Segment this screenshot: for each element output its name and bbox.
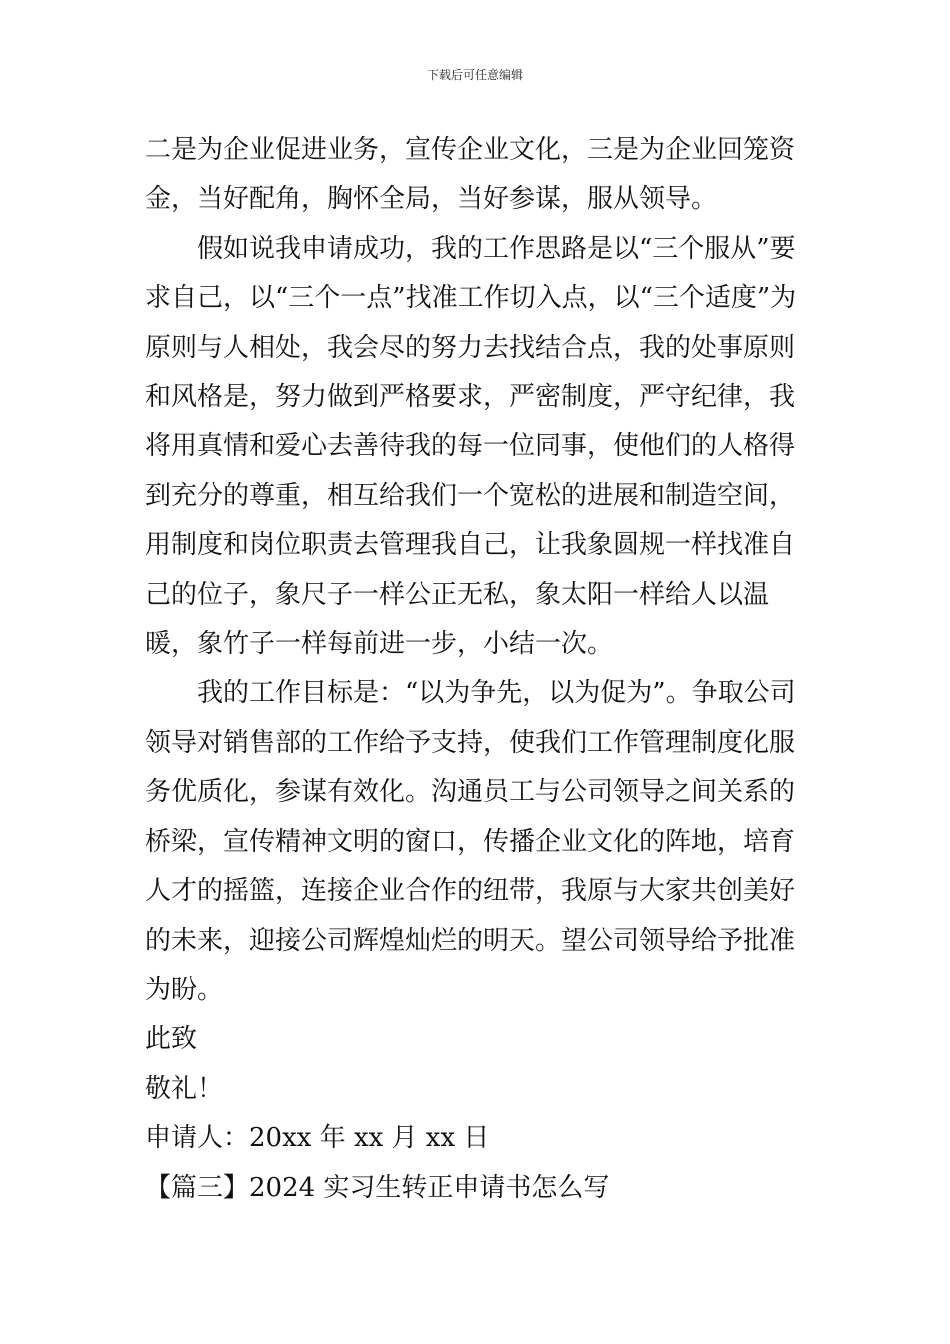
signature-line: 申请人：20xx 年 xx 月 xx 日: [145, 1123, 490, 1154]
header-note: 下载后可任意编辑: [426, 68, 523, 82]
paragraph-continuation: 二是为企业促进业务，宣传企业文化，三是为企业回笼资金，当好配角，胸怀全局，当好参谋，服从领导。: [145, 135, 796, 215]
section-heading: 【篇三】2024 实习生转正申请书怎么写: [145, 1172, 610, 1203]
closing-regards: 敬礼！: [145, 1073, 224, 1104]
paragraph-work-plan: 假如说我申请成功，我的工作思路是以“三个服从”要求自己，以“三个一点”找准工作切入点，以“三个适度”为原则与人相处，我会尽的努力去找结合点，我的处事原则和风格是，努力做到严格要求，严密制度，严守纪律，我将用真情和爱心去善待我的每一位同事，使他们的人格得到充分的尊重，相互给我们一个宽松的进展和制造空间，用制度和岗位职责去管理我自己，让我象圆规一样找准自己的位子，象尺子一样公正无私，象太阳一样给人以温暖，象竹子一样每前进一步，小结一次。: [145, 233, 797, 660]
closing-salutation: 此致: [145, 1024, 198, 1055]
paragraph-work-goal: 我的工作目标是：“以为争先，以为促为”。争取公司领导对销售部的工作给予支持，使我们工作管理制度化服务优质化，参谋有效化。沟通员工与公司领导之间关系的桥梁，宣传精神文明的窗口，传播企业文化的阵地，培育人才的摇篮，连接企业合作的纽带，我原与大家共创美好的未来，迎接公司辉煌灿烂的明天。望公司领导给予批准为盼。: [145, 678, 796, 1005]
document-body: [145, 126, 810, 1213]
